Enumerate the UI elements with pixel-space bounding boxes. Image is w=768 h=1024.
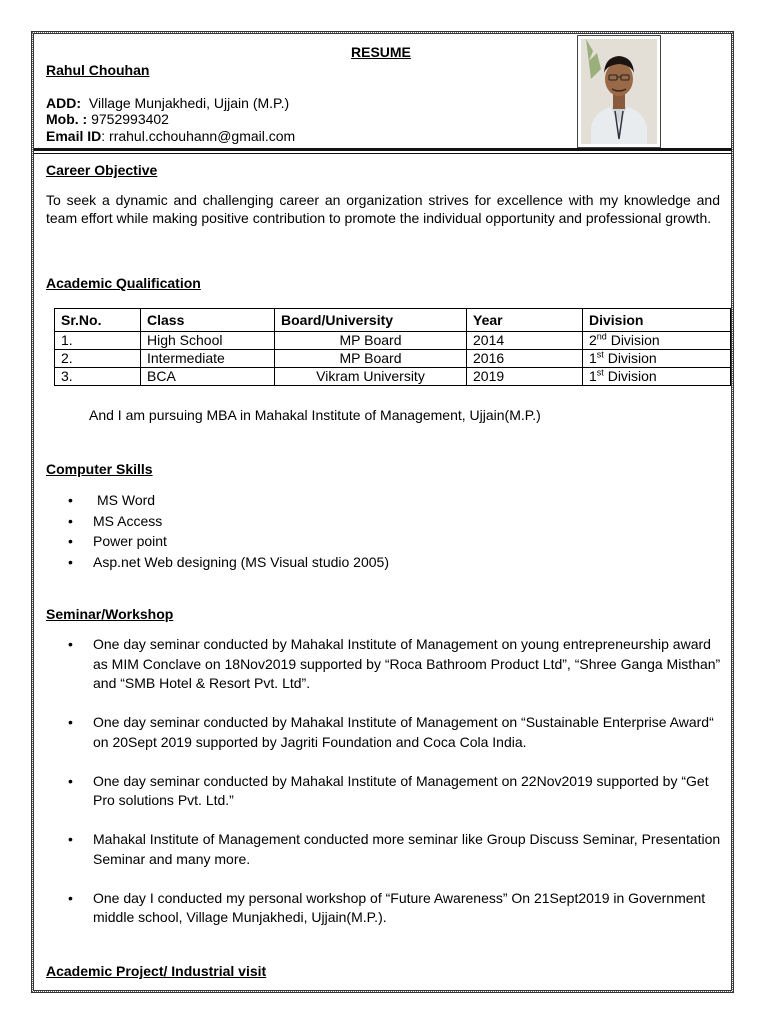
cell-class: High School <box>141 332 275 350</box>
list-item: • One day seminar conducted by Mahakal Institute of Management on “Sustainable Enterprise Award“ on 20Sept 2019 supported by Jagriti Foundation and Coca Cola India. <box>46 713 723 752</box>
table-header-row <box>55 309 731 332</box>
list-item: • MS Access <box>46 511 389 532</box>
mobile-value: 9752993402 <box>91 111 169 127</box>
mba-note: And I am pursuing MBA in Mahakal Institute of Management, Ujjain(M.P.) <box>89 407 541 423</box>
mobile-line <box>46 111 169 128</box>
photo-image <box>581 39 657 144</box>
address-value: Village Munjakhedi, Ujjain (M.P.) <box>88 95 290 111</box>
cell-board: Vikram University <box>275 368 467 386</box>
col-header-board: Board/University <box>275 309 467 332</box>
list-item: • Mahakal Institute of Management conducted more seminar like Group Discuss Seminar, Presentation Seminar and many more. <box>46 830 723 869</box>
list-item: • One day seminar conducted by Mahakal Institute of Management on 22Nov2019 supported by “Get Pro solutions Pvt. Ltd.” <box>46 772 723 811</box>
academic-qualification-heading: Academic Qualification <box>46 275 201 291</box>
cell-class: BCA <box>141 368 275 386</box>
academic-table <box>54 308 731 386</box>
list-item: • Asp.net Web designing (MS Visual studio 2005) <box>46 552 389 573</box>
resume-title: RESUME <box>351 44 411 60</box>
skills-list <box>46 490 389 573</box>
col-header-srno: Sr.No. <box>55 309 141 332</box>
cell-srno: 2. <box>55 350 141 368</box>
career-objective-heading: Career Objective <box>46 162 158 178</box>
list-item: • One day I conducted my personal workshop of “Future Awareness” On 21Sept2019 in Government middle school, Village Munjakhedi, Ujjain(M.P.). <box>46 889 723 928</box>
cell-division: 2nd Division <box>583 332 731 350</box>
list-item: • One day seminar conducted by Mahakal Institute of Management on young entrepreneurship award as MIM Conclave on 18Nov2019 supported by “Roca Bathroom Product Ltd”, “Shree Ganga Misthan” and “SMB Hotel & Resort Pvt. Ltd”. <box>46 635 723 694</box>
col-header-division: Division <box>583 309 731 332</box>
profile-photo <box>577 35 661 148</box>
list-item: • Power point <box>46 531 389 552</box>
cell-year: 2019 <box>467 368 583 386</box>
seminar-list <box>46 635 723 947</box>
computer-skills-heading: Computer Skills <box>46 461 153 477</box>
email-line <box>46 128 295 145</box>
col-header-year: Year <box>467 309 583 332</box>
cell-srno: 1. <box>55 332 141 350</box>
table-row <box>55 350 731 368</box>
cell-division: 1st Division <box>583 368 731 386</box>
cell-year: 2016 <box>467 350 583 368</box>
header-divider-thin <box>34 153 732 154</box>
cell-board: MP Board <box>275 350 467 368</box>
cell-year: 2014 <box>467 332 583 350</box>
header-divider <box>34 148 732 151</box>
email-label: Email ID <box>46 128 102 144</box>
candidate-name: Rahul Chouhan <box>46 62 150 78</box>
cell-division: 1st Division <box>583 350 731 368</box>
email-value: : rrahul.cchouhann@gmail.com <box>101 128 296 144</box>
table-row <box>55 368 731 386</box>
seminar-workshop-heading: Seminar/Workshop <box>46 606 174 622</box>
academic-project-heading: Academic Project/ Industrial visit <box>46 963 267 979</box>
col-header-class: Class <box>141 309 275 332</box>
person-portrait-icon <box>581 39 657 144</box>
cell-class: Intermediate <box>141 350 275 368</box>
list-item: • MS Word <box>46 490 389 511</box>
address-line <box>46 95 289 112</box>
cell-board: MP Board <box>275 332 467 350</box>
mobile-label: Mob. : <box>46 111 88 127</box>
table-row <box>55 332 731 350</box>
address-label: ADD: <box>46 95 81 111</box>
career-objective-text: To seek a dynamic and challenging career an organization strives for excellence with my knowledge and team effort while making positive contribution to promote the individual opportunity and professional growth. <box>46 192 720 226</box>
cell-srno: 3. <box>55 368 141 386</box>
